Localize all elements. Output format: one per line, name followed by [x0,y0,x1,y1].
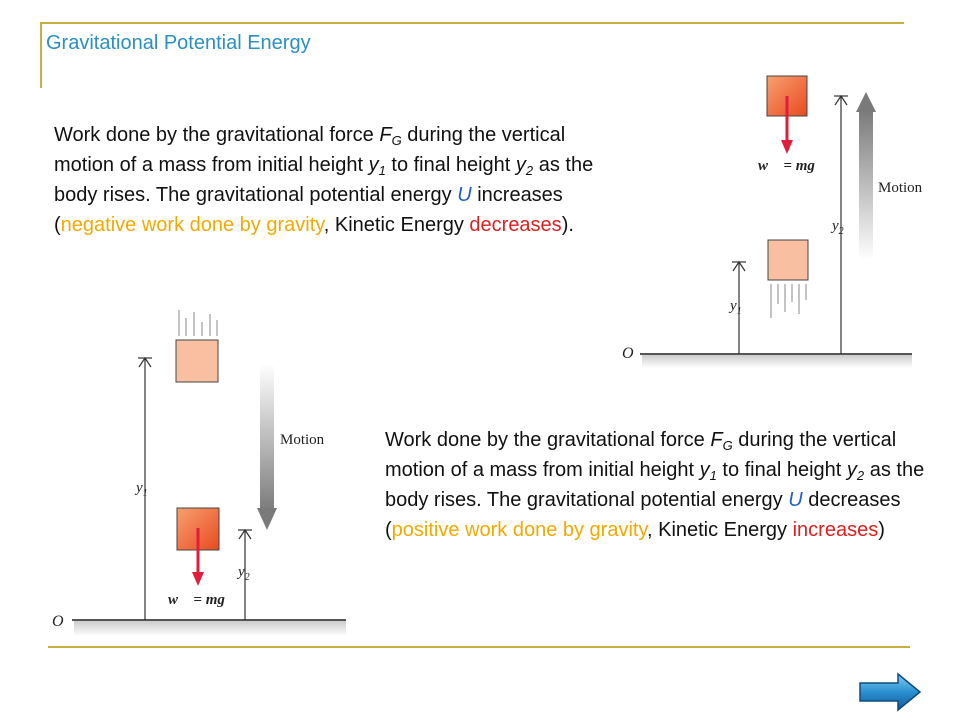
text: during the vertical motion of a mass from initial height [54,124,566,176]
y2-subscript: 2 [856,468,865,483]
text: to final height [716,459,847,481]
text: as the body rises. The gravitational potential energy [54,154,594,206]
paragraph-rising [54,120,599,240]
u-symbol: U [457,184,472,206]
text: ). [561,214,574,236]
motion-streaks [179,310,217,336]
y1-label: $y_1$ [730,298,742,317]
y2-label: $y_2$ [832,218,844,237]
weight-arrow-head [781,140,793,154]
ground [74,620,346,636]
ke-change: decreases [469,214,562,236]
y1-label: $y_1$ [136,480,148,499]
next-slide-button[interactable] [858,672,922,712]
right-arrow-icon [860,674,920,710]
origin-label: O [622,345,634,362]
y2-symbol: y [515,154,526,176]
text: Work done by the gravitational force [54,124,380,146]
text: , Kinetic Energy [646,519,793,541]
y1-symbol: y [699,459,710,481]
bottom-rule [48,646,910,648]
force-symbol: F [710,429,723,451]
motion-arrow-shaft [260,364,274,512]
upper-block [176,340,218,382]
weight-label: w⃗ = mg⃗ [758,158,827,174]
text: decreases ( [385,489,901,541]
lower-block [768,240,808,280]
weight-label: w⃗ = mg⃗ [168,592,237,608]
work-note: positive work done by gravity [391,519,647,541]
paragraph-falling [385,425,930,545]
falling-diagram [42,292,362,642]
y2-label: $y_2$ [238,564,250,583]
ke-change: increases [792,519,879,541]
force-symbol: F [379,124,392,146]
page-title: Gravitational Potential Energy [46,32,311,54]
motion-arrow-head [257,508,277,530]
text: , Kinetic Energy [323,214,470,236]
ground [642,354,912,368]
work-note: negative work done by gravity [60,214,324,236]
motion-arrow-head [856,92,876,112]
y2-symbol: y [846,459,857,481]
rising-diagram [610,62,940,372]
origin-label: O [52,613,64,630]
force-subscript: G [391,133,402,148]
left-rule [40,22,42,88]
weight-arrow-head [192,572,204,586]
text: as the body rises. The gravitational potential energy [385,459,925,511]
y1-subscript: 1 [378,163,386,178]
motion-streaks [771,284,806,318]
text: to final height [385,154,516,176]
text: increases ( [54,184,563,236]
text: during the vertical motion of a mass from initial height [385,429,897,481]
top-rule [40,22,904,24]
y1-subscript: 1 [709,468,717,483]
text: ) [878,519,885,541]
force-subscript: G [722,438,733,453]
text: Work done by the gravitational force [385,429,711,451]
y2-subscript: 2 [525,163,534,178]
motion-label: Motion [280,432,325,448]
y1-symbol: y [368,154,379,176]
motion-arrow-shaft [859,110,873,260]
motion-label: Motion [878,180,923,196]
u-symbol: U [788,489,803,511]
